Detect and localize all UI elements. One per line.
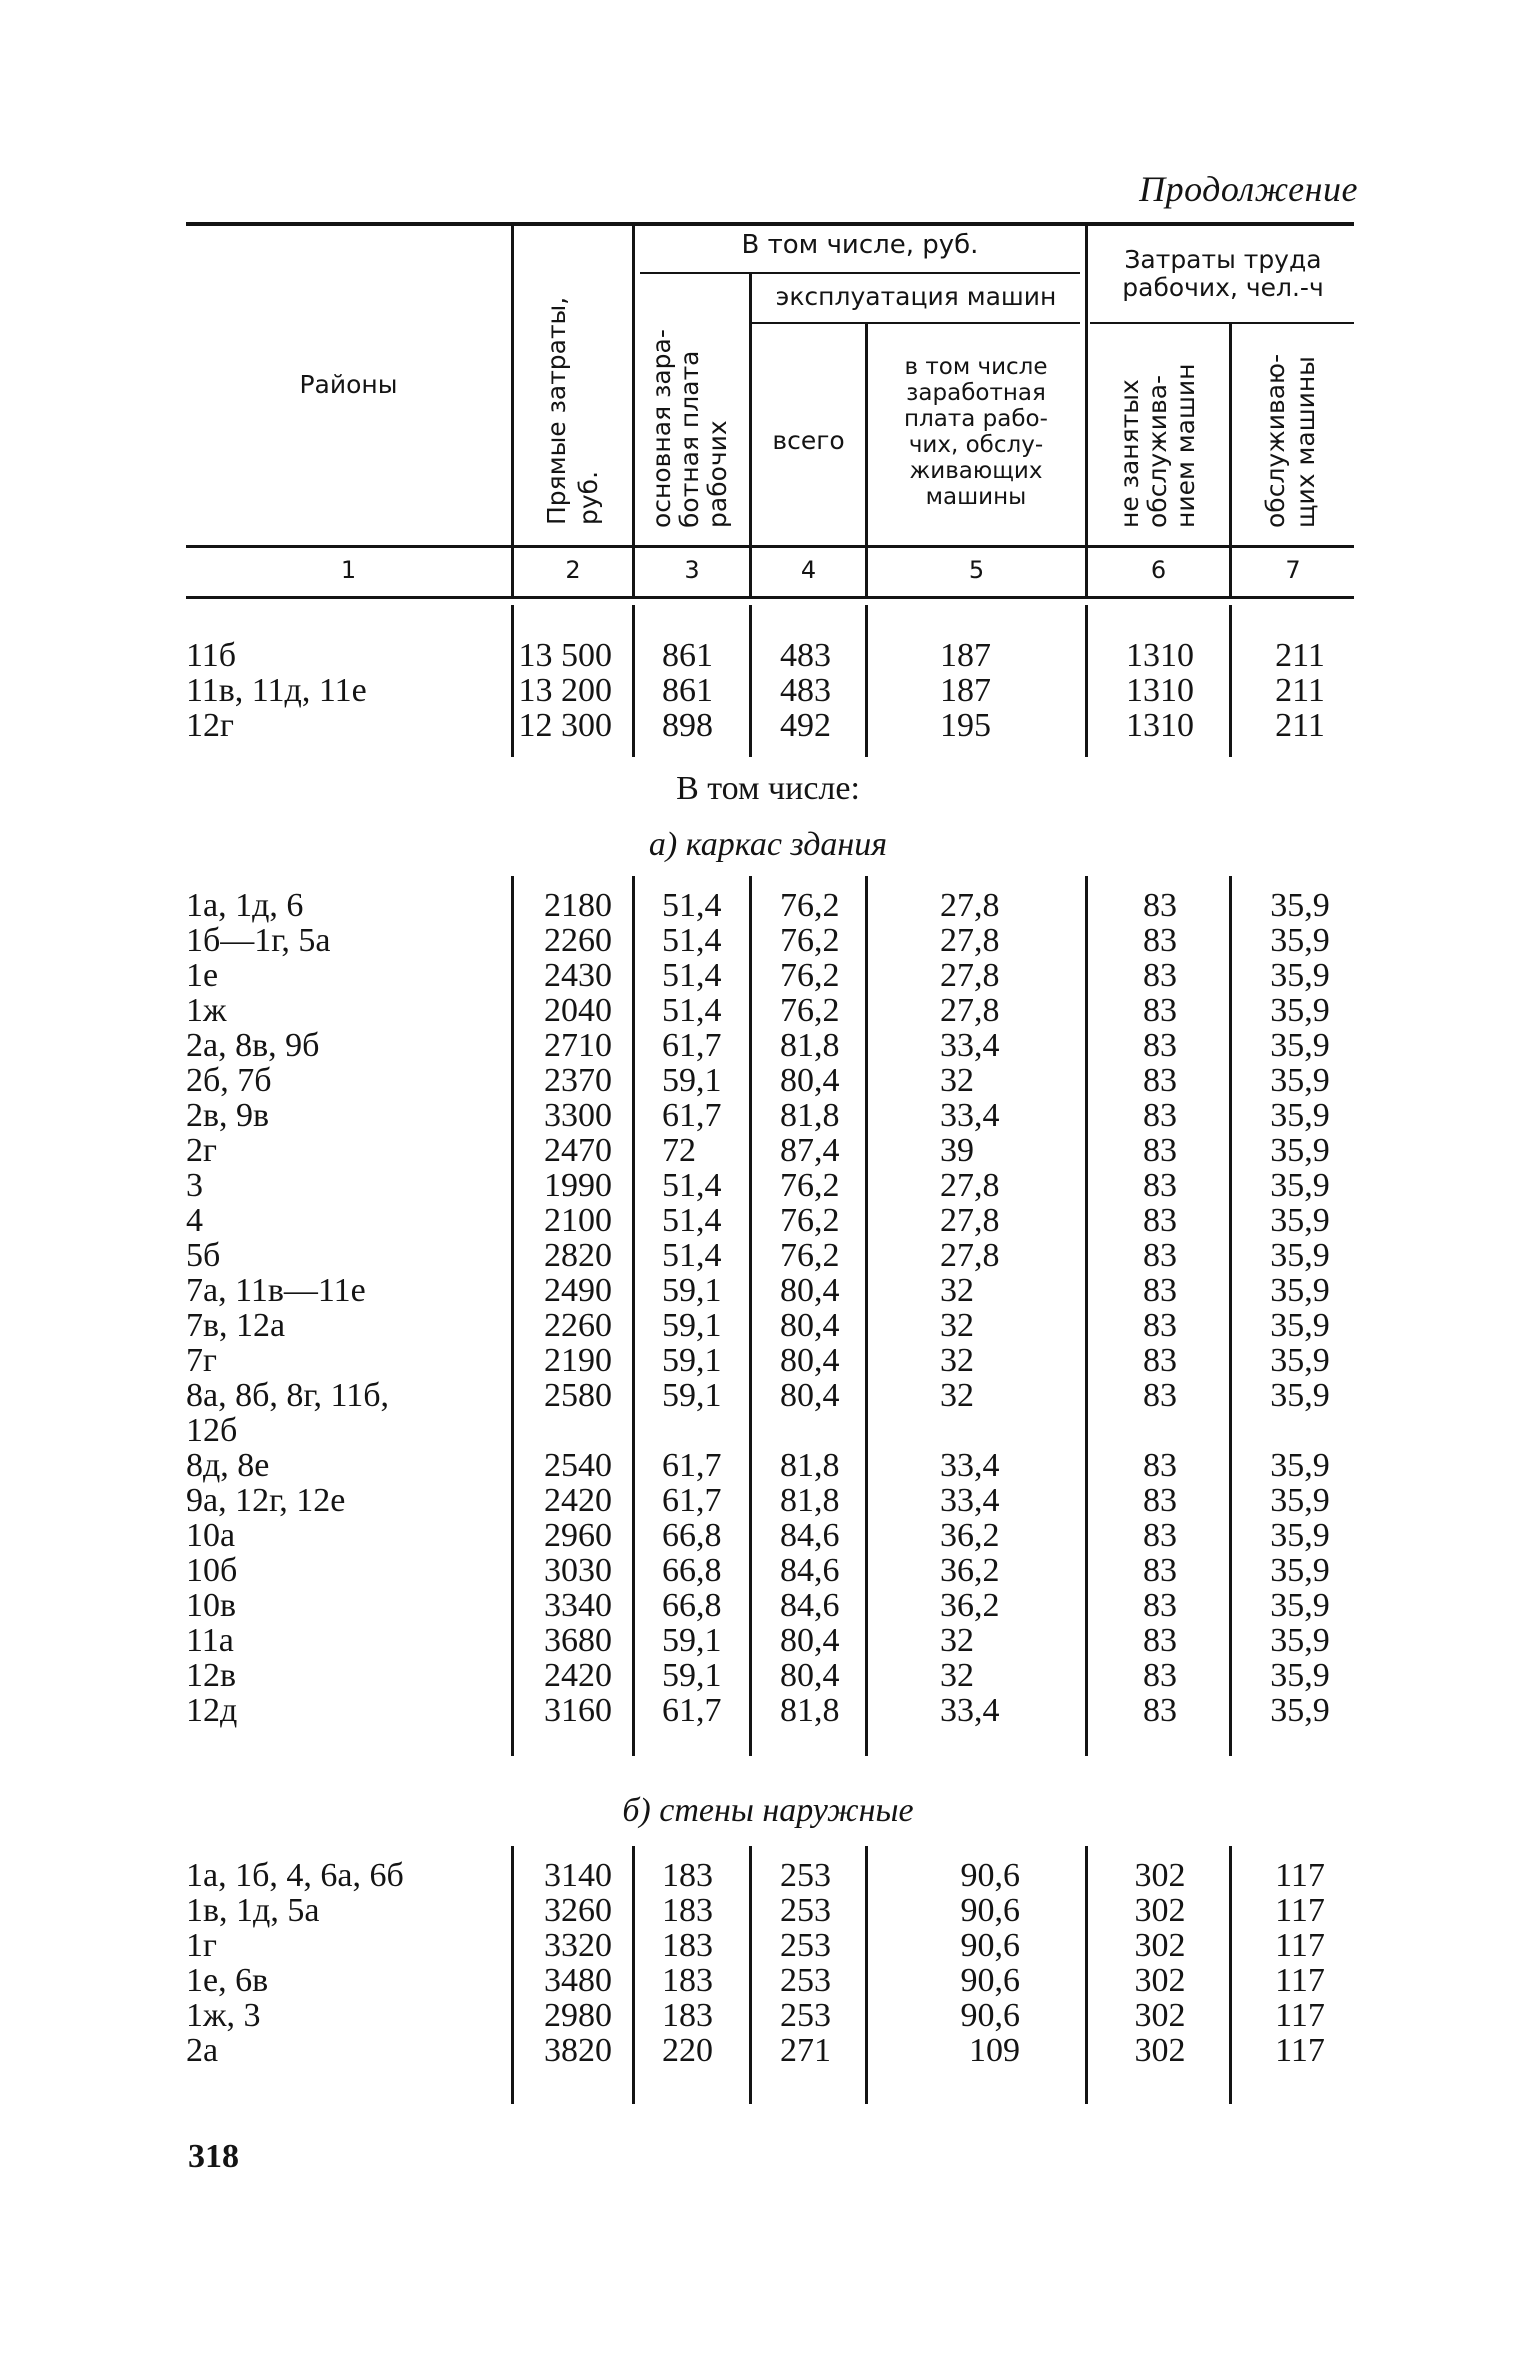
cell-region: 2а xyxy=(186,2032,219,2069)
header-group-labor: Затраты труда рабочих, чел.-ч xyxy=(1122,245,1324,302)
cell-wage: 61,7 xyxy=(662,1482,722,1519)
cell-machines-wage: 33,4 xyxy=(940,1447,1000,1484)
cell-labor-machine: 35,9 xyxy=(1270,1202,1330,1239)
cell-direct-cost: 2260 xyxy=(544,922,612,959)
sub-intro: В том числе: xyxy=(676,770,860,807)
cell-direct-cost: 12 300 xyxy=(518,707,612,744)
cell-wage: 898 xyxy=(662,707,713,744)
cell-machines-wage: 32 xyxy=(940,1622,974,1659)
header-col1: Районы xyxy=(299,370,398,399)
cell-direct-cost: 2370 xyxy=(544,1062,612,1099)
cell-direct-cost: 3340 xyxy=(544,1587,612,1624)
cell-labor-non-machine: 83 xyxy=(1143,1692,1177,1729)
cell-machines-total: 483 xyxy=(780,672,831,709)
cell-region: 10б xyxy=(186,1552,238,1589)
cell-wage: 72 xyxy=(662,1132,696,1169)
cell-wage: 61,7 xyxy=(662,1447,722,1484)
cell-region: 10а xyxy=(186,1517,236,1554)
cell-labor-non-machine: 83 xyxy=(1143,1447,1177,1484)
table-row xyxy=(0,1858,1536,1893)
cell-wage: 59,1 xyxy=(662,1342,722,1379)
section-a-title: а) каркас здания xyxy=(648,826,888,863)
cell-wage: 51,4 xyxy=(662,887,722,924)
cell-direct-cost: 2490 xyxy=(544,1272,612,1309)
header-vline-5 xyxy=(1085,226,1088,596)
cell-machines-wage: 27,8 xyxy=(940,957,1000,994)
cell-machines-wage: 33,4 xyxy=(940,1692,1000,1729)
cell-labor-machine: 35,9 xyxy=(1270,887,1330,924)
cell-wage: 51,4 xyxy=(662,992,722,1029)
header-vline-2 xyxy=(632,226,635,596)
table-row xyxy=(0,1518,1536,1553)
cell-region: 1ж, 3 xyxy=(186,1997,261,2034)
cell-region: 1а, 1б, 4, 6а, 6б xyxy=(186,1857,404,1894)
table-row xyxy=(0,1203,1536,1238)
cell-labor-machine: 35,9 xyxy=(1270,1517,1330,1554)
header-col5: в том числе заработная плата рабо- чих, обслу- живающих машины xyxy=(904,354,1048,510)
table-row xyxy=(0,1413,1536,1448)
cell-direct-cost: 13 200 xyxy=(518,672,612,709)
cell-direct-cost: 2420 xyxy=(544,1657,612,1694)
col-number-1: 1 xyxy=(340,556,357,584)
cell-labor-non-machine: 83 xyxy=(1143,1482,1177,1519)
cell-machines-wage: 33,4 xyxy=(940,1482,1000,1519)
col-number-7: 7 xyxy=(1285,556,1301,584)
cell-labor-machine: 211 xyxy=(1275,637,1325,674)
cell-direct-cost: 3680 xyxy=(544,1622,612,1659)
continuation-label: Продолжение xyxy=(1139,169,1358,209)
col-number-5: 5 xyxy=(968,556,985,584)
cell-machines-wage: 33,4 xyxy=(940,1027,1000,1064)
cell-labor-machine: 35,9 xyxy=(1270,1587,1330,1624)
cell-labor-non-machine: 83 xyxy=(1143,992,1177,1029)
cell-machines-total: 81,8 xyxy=(780,1027,840,1064)
cell-direct-cost: 3260 xyxy=(544,1892,612,1929)
cell-machines-wage: 90,6 xyxy=(960,1997,1020,2034)
cell-region: 2в, 9в xyxy=(186,1097,270,1134)
cell-labor-non-machine: 302 xyxy=(1134,1997,1186,2034)
cell-wage: 220 xyxy=(662,2032,713,2069)
cell-labor-machine: 35,9 xyxy=(1270,1307,1330,1344)
cell-labor-machine: 35,9 xyxy=(1270,1237,1330,1274)
cell-labor-machine: 35,9 xyxy=(1270,1622,1330,1659)
cell-machines-total: 81,8 xyxy=(780,1097,840,1134)
cell-region: 2г xyxy=(186,1132,217,1169)
table-row xyxy=(0,1098,1536,1133)
cell-wage: 61,7 xyxy=(662,1027,722,1064)
cell-machines-total: 76,2 xyxy=(780,887,840,924)
cell-direct-cost: 2260 xyxy=(544,1307,612,1344)
cell-machines-wage: 32 xyxy=(940,1062,974,1099)
cell-labor-non-machine: 83 xyxy=(1143,957,1177,994)
cell-machines-wage: 90,6 xyxy=(960,1857,1020,1894)
table-row xyxy=(0,1448,1536,1483)
header-group-rub: В том числе, руб. xyxy=(741,230,979,260)
cell-labor-non-machine: 1310 xyxy=(1126,672,1194,709)
header-col2: Прямые затраты, руб. xyxy=(542,296,603,525)
cell-direct-cost: 3820 xyxy=(544,2032,612,2069)
machines-group-underline xyxy=(752,322,1080,324)
cell-machines-wage: 187 xyxy=(940,637,991,674)
cell-region: 1г xyxy=(186,1927,217,1964)
cell-machines-total: 492 xyxy=(780,707,831,744)
cell-wage: 59,1 xyxy=(662,1307,722,1344)
cell-direct-cost: 2040 xyxy=(544,992,612,1029)
cell-direct-cost: 3030 xyxy=(544,1552,612,1589)
cell-wage: 51,4 xyxy=(662,1237,722,1274)
cell-machines-total: 80,4 xyxy=(780,1307,840,1344)
cell-machines-wage: 109 xyxy=(969,2032,1020,2069)
cell-machines-total: 253 xyxy=(780,1892,831,1929)
table-row xyxy=(0,1553,1536,1588)
cell-labor-non-machine: 83 xyxy=(1143,1027,1177,1064)
table-row xyxy=(0,993,1536,1028)
cell-machines-total: 81,8 xyxy=(780,1692,840,1729)
cell-wage: 59,1 xyxy=(662,1657,722,1694)
labor-group-underline xyxy=(1090,322,1354,324)
cell-labor-machine: 35,9 xyxy=(1270,1552,1330,1589)
cell-machines-total: 76,2 xyxy=(780,992,840,1029)
rub-group-underline xyxy=(640,272,1080,274)
cell-machines-wage: 195 xyxy=(940,707,991,744)
cell-labor-machine: 35,9 xyxy=(1270,1132,1330,1169)
cell-direct-cost: 2540 xyxy=(544,1447,612,1484)
cell-wage: 183 xyxy=(662,1857,713,1894)
cell-wage: 861 xyxy=(662,672,713,709)
cell-machines-total: 80,4 xyxy=(780,1342,840,1379)
page-number: 318 xyxy=(188,2138,239,2175)
cell-wage: 183 xyxy=(662,1927,713,1964)
cell-labor-machine: 35,9 xyxy=(1270,1272,1330,1309)
cell-direct-cost: 3300 xyxy=(544,1097,612,1134)
cell-machines-wage: 36,2 xyxy=(940,1587,1000,1624)
cell-labor-non-machine: 83 xyxy=(1143,1167,1177,1204)
cell-wage: 66,8 xyxy=(662,1587,722,1624)
cell-machines-total: 76,2 xyxy=(780,1167,840,1204)
cell-wage: 59,1 xyxy=(662,1377,722,1414)
col-number-6: 6 xyxy=(1150,556,1167,584)
cell-machines-total: 271 xyxy=(780,2032,831,2069)
cell-region: 1в, 1д, 5а xyxy=(186,1892,320,1929)
header-col3: основная зара- ботная плата рабочих xyxy=(647,329,732,528)
cell-labor-non-machine: 83 xyxy=(1143,1377,1177,1414)
table-row xyxy=(0,1623,1536,1658)
cell-labor-non-machine: 83 xyxy=(1143,922,1177,959)
cell-machines-total: 76,2 xyxy=(780,1202,840,1239)
table-row xyxy=(0,1998,1536,2033)
cell-labor-machine: 35,9 xyxy=(1270,1447,1330,1484)
cell-machines-wage: 33,4 xyxy=(940,1097,1000,1134)
cell-labor-machine: 117 xyxy=(1275,1962,1325,1999)
cell-region: 12б xyxy=(186,1412,238,1449)
header-col6: не занятых обслужива- нием машин xyxy=(1115,363,1200,528)
cell-machines-total: 76,2 xyxy=(780,957,840,994)
cell-labor-machine: 35,9 xyxy=(1270,1027,1330,1064)
col-number-4: 4 xyxy=(800,556,817,584)
cell-direct-cost: 2820 xyxy=(544,1237,612,1274)
cell-region: 1е xyxy=(186,957,219,994)
cell-labor-non-machine: 83 xyxy=(1143,1587,1177,1624)
cell-labor-machine: 211 xyxy=(1275,707,1325,744)
cell-machines-wage: 90,6 xyxy=(960,1927,1020,1964)
table-row xyxy=(0,638,1536,673)
cell-machines-total: 253 xyxy=(780,1927,831,1964)
cell-wage: 51,4 xyxy=(662,1167,722,1204)
section-b-title: б) стены наружные xyxy=(622,1792,914,1829)
cell-region: 11а xyxy=(186,1622,234,1659)
cell-labor-non-machine: 83 xyxy=(1143,1097,1177,1134)
cell-machines-total: 76,2 xyxy=(780,922,840,959)
cell-labor-non-machine: 83 xyxy=(1143,887,1177,924)
cell-labor-machine: 117 xyxy=(1275,1997,1325,2034)
cell-labor-machine: 35,9 xyxy=(1270,1097,1330,1134)
table-row xyxy=(0,673,1536,708)
cell-region: 7в, 12а xyxy=(186,1307,286,1344)
cell-region: 9а, 12г, 12е xyxy=(186,1482,346,1519)
cell-wage: 59,1 xyxy=(662,1272,722,1309)
cell-wage: 861 xyxy=(662,637,713,674)
cell-machines-wage: 32 xyxy=(940,1342,974,1379)
cell-direct-cost: 2960 xyxy=(544,1517,612,1554)
cell-labor-non-machine: 83 xyxy=(1143,1657,1177,1694)
cell-machines-wage: 187 xyxy=(940,672,991,709)
cell-wage: 61,7 xyxy=(662,1692,722,1729)
cell-labor-machine: 117 xyxy=(1275,1857,1325,1894)
cell-labor-machine: 35,9 xyxy=(1270,1692,1330,1729)
cell-region: 7г xyxy=(186,1342,217,1379)
cell-labor-non-machine: 83 xyxy=(1143,1307,1177,1344)
cell-direct-cost: 2430 xyxy=(544,957,612,994)
cell-machines-wage: 36,2 xyxy=(940,1517,1000,1554)
cell-labor-machine: 117 xyxy=(1275,1927,1325,1964)
table-row xyxy=(0,708,1536,743)
header-col7: обслуживаю- щих машины xyxy=(1261,353,1320,528)
cell-labor-non-machine: 302 xyxy=(1134,1927,1186,1964)
table-row xyxy=(0,1963,1536,1998)
table-row xyxy=(0,1343,1536,1378)
cell-machines-total: 483 xyxy=(780,637,831,674)
cell-machines-total: 80,4 xyxy=(780,1062,840,1099)
cell-direct-cost: 3320 xyxy=(544,1927,612,1964)
table-row xyxy=(0,1588,1536,1623)
cell-labor-non-machine: 1310 xyxy=(1126,637,1194,674)
cell-machines-total: 80,4 xyxy=(780,1657,840,1694)
table-row xyxy=(0,1893,1536,1928)
cell-machines-total: 80,4 xyxy=(780,1272,840,1309)
cell-direct-cost: 13 500 xyxy=(518,637,612,674)
table-row xyxy=(0,1658,1536,1693)
cell-machines-total: 253 xyxy=(780,1997,831,2034)
cell-machines-total: 253 xyxy=(780,1857,831,1894)
table-row xyxy=(0,1308,1536,1343)
table-row xyxy=(0,1168,1536,1203)
cell-direct-cost: 2180 xyxy=(544,887,612,924)
cell-wage: 66,8 xyxy=(662,1517,722,1554)
cell-region: 12в xyxy=(186,1657,237,1694)
cell-labor-non-machine: 83 xyxy=(1143,1202,1177,1239)
numbers-bottom-rule xyxy=(186,596,1354,599)
cell-wage: 51,4 xyxy=(662,957,722,994)
cell-labor-non-machine: 83 xyxy=(1143,1342,1177,1379)
cell-labor-non-machine: 302 xyxy=(1134,1857,1186,1894)
cell-labor-machine: 211 xyxy=(1275,672,1325,709)
cell-region: 8а, 8б, 8г, 11б, xyxy=(186,1377,390,1414)
cell-region: 12г xyxy=(186,707,234,744)
cell-machines-wage: 32 xyxy=(940,1657,974,1694)
cell-labor-machine: 35,9 xyxy=(1270,1167,1330,1204)
cell-labor-machine: 35,9 xyxy=(1270,1342,1330,1379)
cell-labor-non-machine: 83 xyxy=(1143,1622,1177,1659)
header-col4: всего xyxy=(772,426,845,455)
cell-wage: 59,1 xyxy=(662,1622,722,1659)
cell-machines-total: 253 xyxy=(780,1962,831,1999)
cell-direct-cost: 3160 xyxy=(544,1692,612,1729)
cell-wage: 51,4 xyxy=(662,922,722,959)
cell-direct-cost: 2980 xyxy=(544,1997,612,2034)
table-row xyxy=(0,1238,1536,1273)
table-row xyxy=(0,1928,1536,1963)
col-number-3: 3 xyxy=(684,556,700,584)
cell-labor-machine: 35,9 xyxy=(1270,992,1330,1029)
cell-machines-wage: 27,8 xyxy=(940,1202,1000,1239)
cell-wage: 66,8 xyxy=(662,1552,722,1589)
cell-machines-total: 80,4 xyxy=(780,1622,840,1659)
cell-labor-non-machine: 83 xyxy=(1143,1237,1177,1274)
cell-region: 11б xyxy=(186,637,237,674)
cell-region: 5б xyxy=(186,1237,221,1274)
cell-machines-wage: 36,2 xyxy=(940,1552,1000,1589)
col-number-2: 2 xyxy=(565,556,581,584)
cell-direct-cost: 2580 xyxy=(544,1377,612,1414)
cell-wage: 183 xyxy=(662,1892,713,1929)
cell-region: 10в xyxy=(186,1587,237,1624)
header-group-machines: эксплуатация машин xyxy=(775,282,1057,311)
cell-labor-machine: 35,9 xyxy=(1270,1377,1330,1414)
cell-labor-machine: 35,9 xyxy=(1270,1657,1330,1694)
cell-machines-total: 81,8 xyxy=(780,1447,840,1484)
cell-labor-machine: 117 xyxy=(1275,1892,1325,1929)
header-vline-1 xyxy=(511,226,514,596)
cell-labor-non-machine: 83 xyxy=(1143,1062,1177,1099)
cell-direct-cost: 1990 xyxy=(544,1167,612,1204)
cell-machines-total: 84,6 xyxy=(780,1587,840,1624)
cell-direct-cost: 2100 xyxy=(544,1202,612,1239)
cell-region: 1е, 6в xyxy=(186,1962,269,1999)
cell-machines-wage: 90,6 xyxy=(960,1892,1020,1929)
cell-machines-wage: 39 xyxy=(940,1132,974,1169)
table-top-rule xyxy=(186,222,1354,226)
cell-wage: 51,4 xyxy=(662,1202,722,1239)
cell-region: 7а, 11в—11е xyxy=(186,1272,366,1309)
cell-machines-total: 84,6 xyxy=(780,1517,840,1554)
cell-labor-non-machine: 1310 xyxy=(1126,707,1194,744)
cell-labor-non-machine: 302 xyxy=(1134,2032,1186,2069)
cell-labor-non-machine: 83 xyxy=(1143,1552,1177,1589)
cell-direct-cost: 2470 xyxy=(544,1132,612,1169)
cell-machines-wage: 27,8 xyxy=(940,1167,1000,1204)
cell-direct-cost: 3480 xyxy=(544,1962,612,1999)
cell-region: 12д xyxy=(186,1692,238,1729)
cell-machines-wage: 27,8 xyxy=(940,992,1000,1029)
cell-direct-cost: 2190 xyxy=(544,1342,612,1379)
table-row xyxy=(0,1378,1536,1413)
table-row xyxy=(0,2033,1536,2068)
cell-labor-machine: 35,9 xyxy=(1270,1062,1330,1099)
cell-machines-wage: 32 xyxy=(940,1377,974,1414)
cell-direct-cost: 2420 xyxy=(544,1482,612,1519)
cell-labor-non-machine: 83 xyxy=(1143,1272,1177,1309)
cell-region: 1б—1г, 5а xyxy=(186,922,331,959)
cell-machines-wage: 27,8 xyxy=(940,922,1000,959)
cell-region: 2б, 7б xyxy=(186,1062,272,1099)
cell-labor-machine: 35,9 xyxy=(1270,922,1330,959)
cell-machines-wage: 32 xyxy=(940,1272,974,1309)
table-row xyxy=(0,1133,1536,1168)
cell-labor-machine: 117 xyxy=(1275,2032,1325,2069)
cell-direct-cost: 3140 xyxy=(544,1857,612,1894)
cell-machines-total: 81,8 xyxy=(780,1482,840,1519)
cell-region: 2а, 8в, 9б xyxy=(186,1027,320,1064)
cell-machines-total: 87,4 xyxy=(780,1132,840,1169)
cell-wage: 183 xyxy=(662,1962,713,1999)
cell-labor-non-machine: 83 xyxy=(1143,1517,1177,1554)
table-row xyxy=(0,1273,1536,1308)
cell-labor-non-machine: 302 xyxy=(1134,1962,1186,1999)
cell-machines-total: 76,2 xyxy=(780,1237,840,1274)
table-row xyxy=(0,1483,1536,1518)
header-bottom-rule xyxy=(186,545,1354,548)
cell-machines-wage: 32 xyxy=(940,1307,974,1344)
cell-wage: 59,1 xyxy=(662,1062,722,1099)
table-row xyxy=(0,1028,1536,1063)
cell-region: 1ж xyxy=(186,992,227,1029)
table-row xyxy=(0,1693,1536,1728)
cell-wage: 61,7 xyxy=(662,1097,722,1134)
cell-region: 4 xyxy=(186,1202,203,1239)
cell-machines-total: 84,6 xyxy=(780,1552,840,1589)
table-row xyxy=(0,923,1536,958)
cell-wage: 183 xyxy=(662,1997,713,2034)
cell-machines-wage: 90,6 xyxy=(960,1962,1020,1999)
cell-labor-non-machine: 302 xyxy=(1134,1892,1186,1929)
cell-labor-machine: 35,9 xyxy=(1270,957,1330,994)
cell-region: 3 xyxy=(186,1167,203,1204)
cell-machines-wage: 27,8 xyxy=(940,1237,1000,1274)
cell-machines-wage: 27,8 xyxy=(940,887,1000,924)
cell-region: 8д, 8е xyxy=(186,1447,270,1484)
cell-machines-total: 80,4 xyxy=(780,1377,840,1414)
cell-labor-machine: 35,9 xyxy=(1270,1482,1330,1519)
cell-labor-non-machine: 83 xyxy=(1143,1132,1177,1169)
cell-region: 1а, 1д, 6 xyxy=(186,887,304,924)
table-row xyxy=(0,888,1536,923)
table-row xyxy=(0,958,1536,993)
cell-direct-cost: 2710 xyxy=(544,1027,612,1064)
table-row xyxy=(0,1063,1536,1098)
cell-region: 11в, 11д, 11е xyxy=(186,672,367,709)
